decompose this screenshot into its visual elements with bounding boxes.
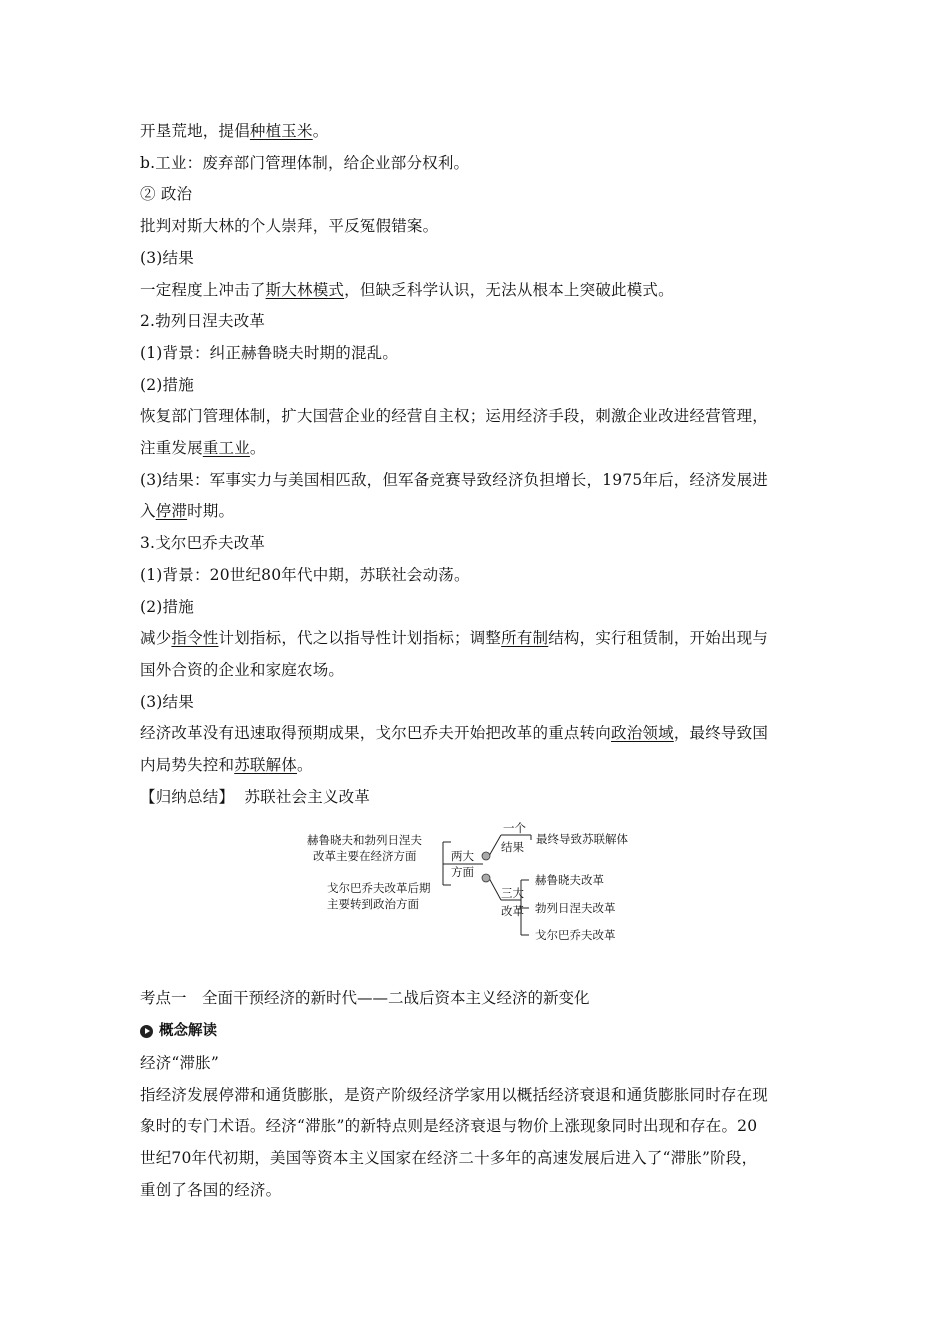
underlined-term: 苏联解体 [234,756,298,775]
summary-diagram [305,822,645,948]
diagram-label: 改革 [501,904,524,918]
underlined-term: 停滞 [155,502,188,521]
diagram-label: 赫鲁晓夫和勃列日涅夫 [307,833,422,847]
text: 内局势失控和 [140,756,235,775]
text-line: 指经济发展停滞和通货膨胀，是资产阶级经济学家用以概括经济衰退和通货膨胀同时存在现 [140,1085,769,1104]
underlined-term: 指令性 [171,629,219,648]
text-line: (3)结果 [140,692,194,711]
diagram-label: 主要转到政治方面 [327,897,419,911]
node-dot-bottom [482,874,490,882]
concept-header [140,1014,820,1048]
node-dot-top [482,852,490,860]
summary-tag: 【归纳总结】 [140,787,235,806]
section-title: 考点一 全面干预经济的新时代——二战后资本主义经济的新变化 [140,989,590,1007]
text-line [140,718,820,750]
text: ，但缺乏科学认识，无法从根本上突破此模式。 [344,280,674,299]
diagram-label: 三大 [501,886,524,900]
text: 入 [140,502,156,521]
text-line [140,623,820,655]
summary-title: 苏联社会主义改革 [244,787,371,806]
diagram-label: 最终导致苏联解体 [536,832,628,846]
heading-line: 2.勃列日涅夫改革 [140,312,266,331]
document-body [140,116,820,813]
text-line: (3)结果：军事实力与美国相匹敌，但军备竞赛导致经济负担增长，1975年后，经济发展进 [140,470,769,489]
text: ，最终导致国 [673,724,769,743]
diagram-label: 一个 [503,822,526,835]
text: 注重发展 [140,439,203,458]
section-block [140,976,820,1207]
text-line: 恢复部门管理体制，扩大国营企业的经营自主权；运用经济手段，刺激企业改进经营管理， [140,407,769,426]
concept-label: 概念解读 [159,1023,217,1039]
underlined-term: 种植玉米 [249,122,313,140]
text-line: b.工业：废弃部门管理体制，给企业部分权利。 [140,153,470,172]
text-line: ② 政治 [140,185,193,204]
text: 经济改革没有迅速取得预期成果，戈尔巴乔夫开始把改革的重点转向 [140,724,612,743]
text: 计划指标，代之以指导性计划指标；调整 [218,629,502,648]
diagram-label: 方面 [451,865,474,879]
text-line: (2)措施 [140,375,194,394]
play-icon [140,1025,153,1038]
text-line: 批判对斯大林的个人崇拜，平反冤假错案。 [140,217,439,236]
diagram-label: 结果 [501,840,524,854]
diagram-label: 勃列日涅夫改革 [535,901,616,915]
summary-heading [140,782,820,814]
diagram-label: 戈尔巴乔夫改革后期 [327,881,431,895]
heading-line: 3.戈尔巴乔夫改革 [140,534,266,553]
text-line: 重创了各国的经济。 [140,1180,282,1199]
text-line: 象时的专门术语。经济“滞胀”的新特点则是经济衰退与物价上涨现象同时出现和存在。20 [140,1117,758,1136]
text-line: (1)背景：20世纪80年代中期，苏联社会动荡。 [140,565,470,584]
text: 时期。 [187,502,235,521]
text-line [140,433,820,465]
text-line: (2)措施 [140,597,194,616]
term-title: 经济“滞胀” [140,1054,220,1072]
diagram-label: 改革主要在经济方面 [313,849,417,863]
branch-line-up [489,835,501,856]
text: 。 [312,122,329,140]
text: 。 [249,439,266,458]
text-line [140,496,820,528]
underlined-term: 所有制 [501,629,549,648]
underlined-term: 重工业 [202,439,250,458]
text-line [140,750,820,782]
text: 开垦荒地，提倡 [140,122,250,140]
text-line [140,116,820,148]
text: 减少 [140,629,172,648]
underlined-term: 政治领域 [611,724,674,743]
diagram-label: 两大 [451,849,474,863]
text-line: (1)背景：纠正赫鲁晓夫时期的混乱。 [140,343,399,362]
text-line: 世纪70年代初期，美国等资本主义国家在经济二十多年的高速发展后进入了“滞胀”阶段， [140,1149,758,1168]
diagram-label: 赫鲁晓夫改革 [535,873,604,887]
diagram-svg [305,822,645,948]
underlined-term: 斯大林模式 [265,280,345,299]
text-line: (3)结果 [140,248,194,267]
text-line [140,275,820,307]
text: 。 [297,756,313,775]
branch-line-down [489,878,501,900]
text-line: 国外合资的企业和家庭农场。 [140,660,345,679]
text: 结构，实行租赁制，开始出现与 [548,629,769,648]
text: 一定程度上冲击了 [140,280,266,299]
diagram-label: 戈尔巴乔夫改革 [535,928,616,942]
